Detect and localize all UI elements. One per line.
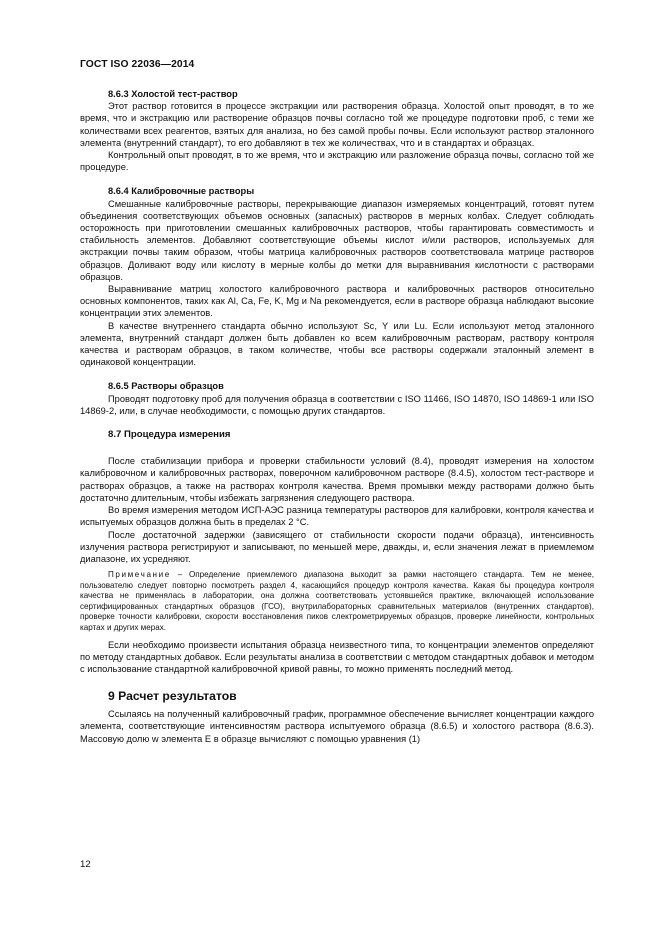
- paragraph: Контрольный опыт проводят, в то же время, что и экстракцию или разложение образца почвы, согласно той же процедуре.: [80, 150, 594, 173]
- paragraph: После достаточной задержки (зависящего от стабильности скорости подачи образца), интенсивность излучения раствора регистрируют и записывают, по меньшей мере, дважды, и, если значения лежат в приемлемом диапазоне, их усредняют.: [80, 529, 594, 564]
- note: [80, 570, 594, 634]
- section-heading-8-7: 8.7 Процедура измерения: [108, 429, 231, 441]
- paragraph: После стабилизации прибора и проверки стабильности условий (8.4), проводят измерения на холостом калибровочном и калибровочных растворах, поверочном калибровочном растворе (8.4.5), холостом тест-растворе и растворах образцов, а также на растворах контроля качества. Время промывки между растворами должно быть достаточно длительным, чтобы избежать загрязнения следующего раствора.: [80, 456, 594, 503]
- section-heading-8-6-3: 8.6.3 Холостой тест-раствор: [108, 89, 238, 99]
- paragraph: Если необходимо произвести испытания образца неизвестного типа, то концентрации элементов определяют по методу стандартных добавок. Если результаты анализа в соответствии с методом стандартных добавок и методом с использование стандартной калибровочной кривой равны, то можно применять последний метод.: [80, 639, 594, 675]
- note-label: Примечание: [108, 570, 171, 580]
- paragraph: Этот раствор готовится в процессе экстракции или растворения образца. Холостой опыт проводят, в то же время, что и экстракцию или растворение образцов почвы согласно той же процедуре подготовки проб, с теми же количествами всех реагентов, взятых для анализа, но без самой пробы почвы. Если используют раствор эталонного элемента (внутренний стандарт), то его добавляют в тех же количествах, что и в стандартах и образцах.: [80, 101, 594, 148]
- document-body: [80, 88, 594, 745]
- paragraph: Проводят подготовку проб для получения образца в соответствии с ISO 11466, ISO 14870, ISO 14869-1 или ISO 14869-2, или, в случае необходимости, с помощью других стандартов.: [80, 393, 594, 416]
- paragraph: Смешанные калибровочные растворы, перекрывающие диапазон измеряемых концентраций, готовят путем объединения соответствующих объемов основных (запасных) растворов в мерных колбах. Следует соблюдать осторожность при приготовлении смешанных калибровочных растворов, чтобы гарантировать совместимость и стабильность элементов. Добавляют соответствующие объемы кислот и/или растворов, используемых для экстракции почвы таким образом, чтобы матрица калибровочных растворов соответствовала матрице растворов образцов. Доливают воду или кислоту в мерные колбы до метки для выравнивания кислотности с растворами образцов.: [80, 198, 594, 282]
- section-heading-9: 9 Расчет результатов: [108, 689, 237, 704]
- note-text: – Определение приемлемого диапазона выходит за рамки настоящего стандарта. Тем не менее, пользователю следует повторно посмотреть раздел 4, касающийся процедур контроля качества. Какая бы процедура контроля качества не применялась в лаборатории, она должна соответствовать устоявшейся практике, включающей использование сертифицированных стандартных образцов (ГСО), внутрилабораторных сравнительных материалов (внутренних стандартов), проверке точности калибровки, скорости восстановления пиков слектрометрируемых образцов, проверке линейности, контрольных картах и других мерах.: [80, 570, 594, 633]
- paragraph: Выравнивание матриц холостого калибровочного раствора и калибровочных растворов относительно основных компонентов, таких как Al, Ca, Fe, K, Mg и Na рекомендуется, если в растворе образца наблюдают высокие концентрации этих элементов.: [80, 284, 594, 319]
- paragraph: В качестве внутреннего стандарта обычно используют Sc, Y или Lu. Если используют метод эталонного элемента, внутренний стандарт должен быть добавлен ко всем калибровочным растворам, раствору контроля качества и растворам образцов, в таком количестве, чтобы все растворы содержали эталонный элемент в одинаковой концентрации.: [80, 320, 594, 368]
- section-heading-8-6-4: 8.6.4 Калибровочные растворы: [108, 186, 255, 197]
- section-heading-8-6-5: 8.6.5 Растворы образцов: [108, 381, 224, 392]
- paragraph: Ссылаясь на полученный калибровочный график, программное обеспечение вычисляет концентрации каждого элемента, соответствующие интенсивностям раствора испытуемого образца (8.6.5) и холостого раствора (8.6.3). Массовую долю w элемента E в образце вычисляют с помощью уравнения (1): [80, 709, 594, 744]
- paragraph: Во время измерения методом ИСП-АЭС разница температуры растворов для калибровки, контроля качества и испытуемых образцов должна быть в пределах 2 °С.: [80, 505, 594, 528]
- page-number: 12: [80, 859, 91, 870]
- document-header: ГОСТ ISO 22036—2014: [80, 59, 195, 70]
